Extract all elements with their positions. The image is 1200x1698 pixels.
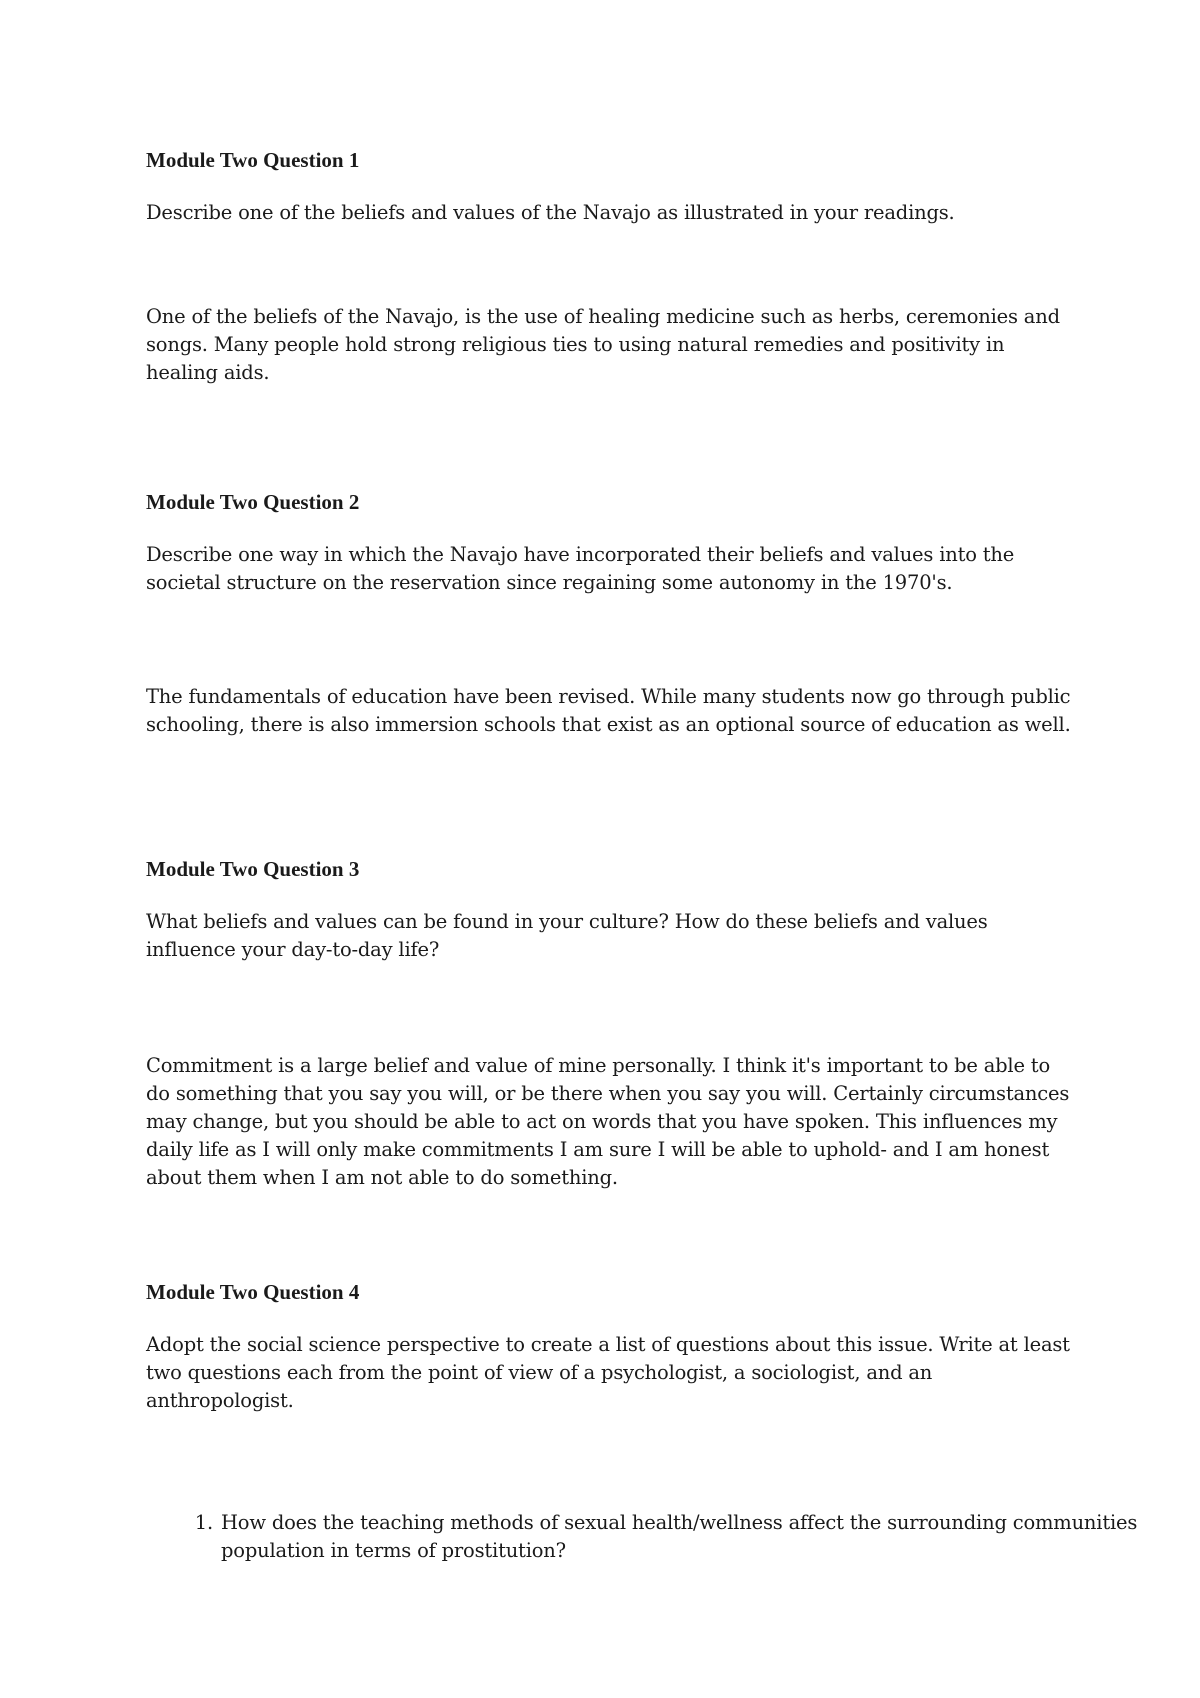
question-2-heading: Module Two Question 2: [146, 490, 360, 514]
question-4-heading: Module Two Question 4: [146, 1280, 360, 1304]
question-3-answer: Commitment is a large belief and value of mine personally. I think it's important to be able to do something that you say you will, or be there when you say you will. Certainly circumstances may change, but you should be able to act on words that you have spoken. This influences my daily life as I will only make commitments I am sure I will be able to uphold- and I am honest about them when I am not able to do something.: [146, 1054, 1070, 1189]
list-item: 1. How does the teaching methods of sexual health/wellness affect the surrounding communities population in terms of prostitution?: [219, 1509, 1149, 1565]
question-1-heading: Module Two Question 1: [146, 148, 360, 172]
question-3-prompt: What beliefs and values can be found in your culture? How do these beliefs and values influence your day-to-day life?: [146, 910, 988, 961]
question-2-prompt: Describe one way in which the Navajo have incorporated their beliefs and values into the societal structure on the reservation since regaining some autonomy in the 1970's.: [146, 543, 1015, 594]
question-1-answer: One of the beliefs of the Navajo, is the use of healing medicine such as herbs, ceremonies and songs. Many people hold strong religious ties to using natural remedies and positivity in healing aids.: [146, 305, 1060, 384]
question-3-heading: Module Two Question 3: [146, 857, 360, 881]
question-4-list: [146, 1509, 1149, 1565]
question-2-answer: The fundamentals of education have been revised. While many students now go through public schooling, there is also immersion schools that exist as an optional source of education as well.: [146, 685, 1071, 736]
question-1-prompt: Describe one of the beliefs and values of the Navajo as illustrated in your readings.: [146, 201, 955, 224]
question-4-prompt: Adopt the social science perspective to create a list of questions about this issue. Write at least two questions each from the point of view of a psychologist, a sociologist, and an anthropologist.: [146, 1333, 1070, 1412]
